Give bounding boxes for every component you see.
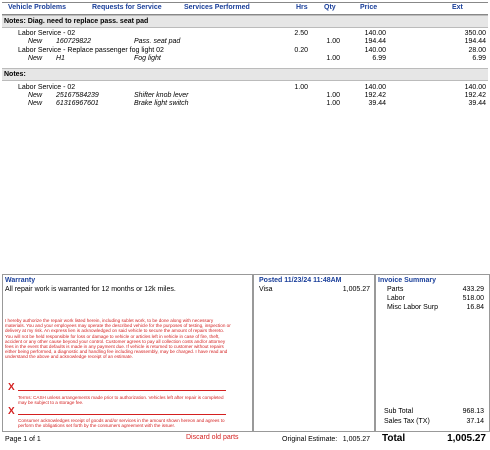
signature-line-2 — [18, 414, 226, 415]
line-price: 194.44 — [364, 38, 386, 45]
original-estimate-label: Original Estimate: — [282, 436, 338, 443]
line-type: New — [28, 92, 43, 99]
line-ext: 39.44 — [468, 100, 486, 107]
part-number: 61316967601 — [56, 100, 99, 107]
line-qty: 1.00 — [326, 55, 340, 62]
line-ext: 28.00 — [468, 47, 486, 54]
line-qty: 1.00 — [326, 38, 340, 45]
line-type: New — [28, 100, 43, 107]
summary-label: Labor — [387, 295, 405, 302]
discard-old-parts: Discard old parts — [186, 434, 239, 441]
header-requests-for-service: Requests for Service — [92, 4, 162, 11]
line-desc: Labor Service - 02 — [18, 84, 76, 91]
line-price: 140.00 — [364, 84, 386, 91]
line-ext: 6.99 — [472, 55, 486, 62]
signature-line-1 — [18, 390, 226, 391]
line-ext: 140.00 — [464, 84, 486, 91]
tax-label: Sales Tax (TX) — [384, 418, 430, 425]
section-note: Notes: — [4, 71, 26, 78]
line-type: New — [28, 38, 43, 45]
signature-mark-2: X — [8, 406, 15, 417]
line-price: 140.00 — [364, 30, 386, 37]
part-description: Fog light — [134, 55, 161, 62]
warranty-text: All repair work is warranted for 12 months or 12k miles. — [5, 286, 176, 293]
subtotal-label: Sub Total — [384, 408, 414, 415]
line-price: 6.99 — [372, 55, 386, 62]
line-price: 39.44 — [368, 100, 386, 107]
part-number: 160729822 — [56, 38, 92, 45]
payment-method: Visa — [259, 286, 273, 293]
authorization-text: I hereby authorize the repair work listed herein, including sublet work, to be done along with necessary materials. You and your employees may operate the described vehicle for the purposes of testing, inspection or delivery at my risk. An express lien is acknowledged on said vehicle to secure the amount of repairs thereto. You will not be held responsible for loss or damage to vehicle or articles left in vehicle in case of fire, theft, accident or any other cause beyond your control. Customer agrees to pay all collection costs and/or attorney fees in the event that defaults is made in any payment due. If vehicle is returned to customer without repairs either being performed, a diagnostic and handling fee including reassembly, may be charged. I have read and understand the above and acknowledge receipt of an estimate. — [5, 318, 231, 360]
line-ext: 350.00 — [464, 30, 486, 37]
part-description: Shifter knob lever — [134, 92, 189, 99]
original-estimate-value: 1,005.27 — [342, 436, 370, 443]
section-note: Notes: Diag. need to replace pass. seat pad — [4, 18, 149, 25]
signature-mark-1: X — [8, 382, 15, 393]
line-desc: Labor Service - Replace passenger fog light 02 — [18, 47, 164, 54]
part-description: Brake light switch — [134, 100, 189, 107]
header-vehicle-problems: Vehicle Problems — [8, 4, 66, 11]
part-number: H1 — [56, 55, 65, 62]
tax-value: 37.14 — [466, 418, 484, 425]
total-label: Total — [382, 433, 406, 444]
header-ext: Ext — [452, 4, 463, 11]
summary-value: 16.84 — [466, 304, 484, 311]
posted-box — [252, 274, 376, 432]
summary-label: Parts — [387, 286, 404, 293]
posted-title: Posted 11/23/24 11:48AM — [259, 277, 342, 284]
page-number: Page 1 of 1 — [5, 436, 41, 443]
line-hrs: 2.50 — [294, 30, 308, 37]
line-desc: Labor Service - 02 — [18, 30, 76, 37]
notes-bar — [2, 68, 488, 81]
notes-bar — [2, 15, 488, 28]
consumer-text: Consumer acknowledges receipt of goods and/or services in the amount shown hereon and agrees to perform the obligations set forth by the consumers agreement with the issuer. — [18, 418, 225, 429]
total-value: 1,005.27 — [447, 433, 486, 444]
line-qty: 1.00 — [326, 100, 340, 107]
line-price: 192.42 — [364, 92, 386, 99]
header-price: Price — [360, 4, 378, 11]
line-hrs: 1.00 — [294, 84, 308, 91]
summary-label: Misc Labor Surp — [387, 304, 438, 311]
summary-value: 518.00 — [462, 295, 484, 302]
invoice-summary-title: Invoice Summary — [378, 277, 436, 284]
line-ext: 192.42 — [464, 92, 486, 99]
summary-value: 433.29 — [462, 286, 484, 293]
header-hrs: Hrs — [296, 4, 308, 11]
part-description: Pass. seat pad — [134, 38, 181, 45]
terms-text: Terms: CASH unless arrangements made prior to authorization. Vehicles left after repair is completed may be subject to a storage fee. — [18, 395, 224, 406]
line-qty: 1.00 — [326, 92, 340, 99]
warranty-title: Warranty — [5, 277, 36, 284]
line-price: 140.00 — [364, 47, 386, 54]
part-number: 25167584239 — [56, 92, 99, 99]
line-hrs: 0.20 — [294, 47, 308, 54]
header-services-performed: Services Performed — [184, 4, 250, 11]
subtotal-value: 968.13 — [462, 408, 484, 415]
payment-amount: 1,005.27 — [342, 286, 370, 293]
line-ext: 194.44 — [464, 38, 486, 45]
line-type: New — [28, 55, 43, 62]
header-qty: Qty — [324, 4, 336, 11]
